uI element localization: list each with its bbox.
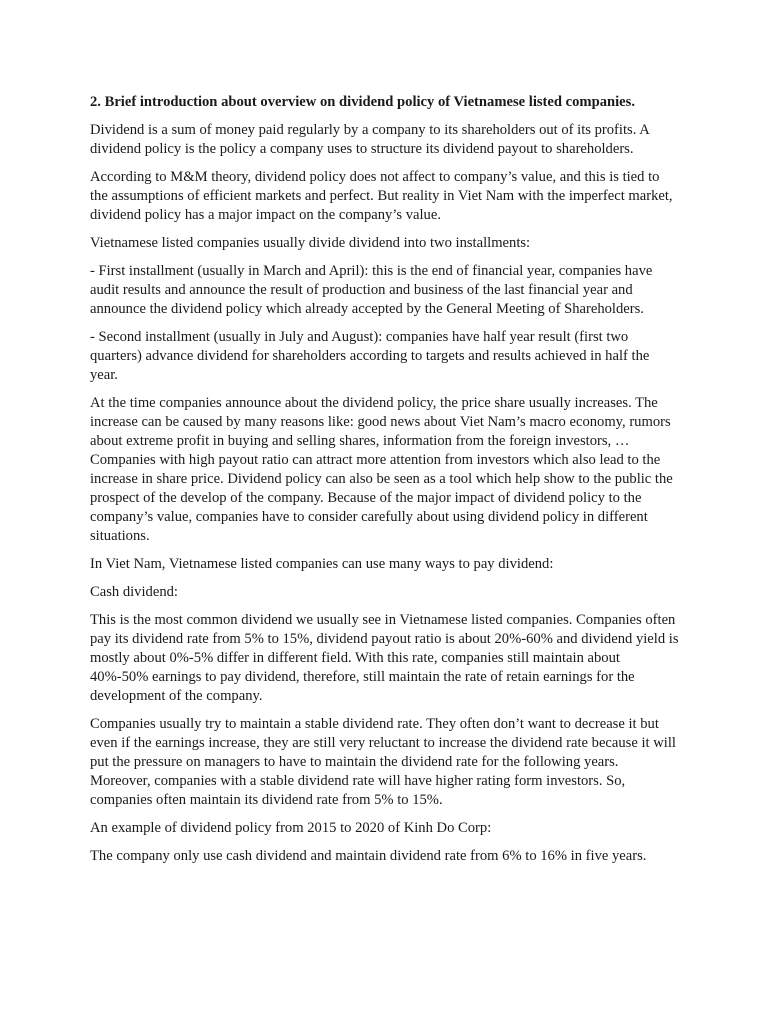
paragraph-example-intro: An example of dividend policy from 2015 to 2020 of Kinh Do Corp: [90,820,492,836]
paragraph-dividend-definition: Dividend is a sum of money paid regularly by a company to its shareholders out of its profits. A dividend policy is the policy a company uses to structure its dividend payout to shareholders. [90,122,649,157]
paragraph-example-detail: The company only use cash dividend and maintain dividend rate from 6% to 16% in five years. [90,848,647,864]
paragraph-ways-to-pay: In Viet Nam, Vietnamese listed companies can use many ways to pay dividend: [90,556,554,572]
paragraph-second-installment: - Second installment (usually in July and August): companies have half year result (first two quarters) advance dividend for shareholders according to targets and results achieved in half the year. [90,329,650,383]
document-page [90,93,680,866]
section-heading: 2. Brief introduction about overview on dividend policy of Vietnamese listed companies. [90,94,635,110]
paragraph-announcement-effect: At the time companies announce about the dividend policy, the price share usually increases. The increase can be caused by many reasons like: good news about Viet Nam’s macro economy, rumors about extreme profit in buying and selling shares, information from the foreign investors, … Companies with high payout ratio can attract more attention from investors which also lead to the increase in share price. Dividend policy can also be seen as a tool which help show to the public the prospect of the develop of the company. Because of the major impact of dividend policy to the company’s value, companies have to consider carefully about using dividend policy in different situations. [90,395,673,544]
paragraph-mm-theory: According to M&M theory, dividend policy does not affect to company’s value, and this is tied to the assumptions of efficient markets and perfect. But reality in Viet Nam with the imperfect market, dividend policy has a major impact on the company’s value. [90,169,673,223]
paragraph-stable-rate: Companies usually try to maintain a stable dividend rate. They often don’t want to decrease it but even if the earnings increase, they are still very reluctant to increase the dividend rate because it will put the pressure on managers to have to maintain the dividend rate for the following years. Moreover, companies with a stable dividend rate will have higher rating form investors. So, companies often maintain its dividend rate from 5% to 15%. [90,716,676,808]
paragraph-first-installment: - First installment (usually in March and April): this is the end of financial year, companies have audit results and announce the result of production and business of the last financial year and announce the dividend policy which already accepted by the General Meeting of Shareholders. [90,263,653,317]
paragraph-cash-dividend-detail: This is the most common dividend we usually see in Vietnamese listed companies. Companies often pay its dividend rate from 5% to 15%, dividend payout ratio is about 20%-60% and dividend yield is mostly about 0%-5% differ in different field. With this rate, companies still maintain about 40%-50% earnings to pay dividend, therefore, still maintain the rate of retain earnings for the development of the company. [90,612,679,704]
paragraph-installments-intro: Vietnamese listed companies usually divide dividend into two installments: [90,235,531,251]
paragraph-cash-dividend-label: Cash dividend: [90,584,178,600]
